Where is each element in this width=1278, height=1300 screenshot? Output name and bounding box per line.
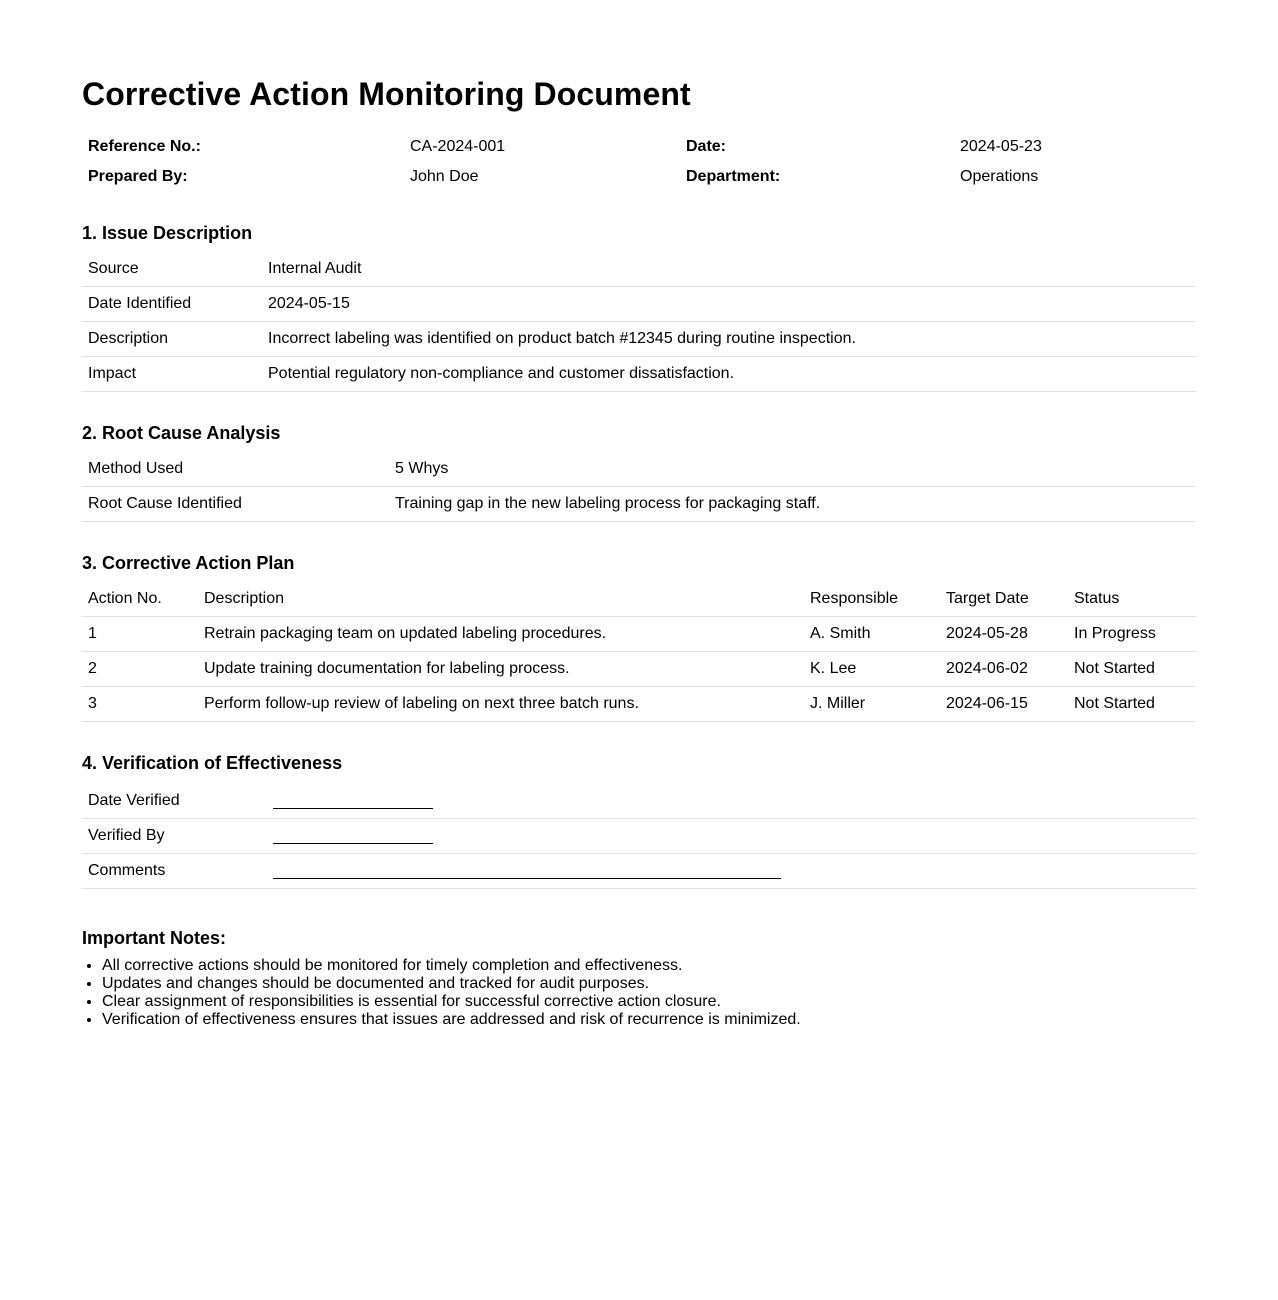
important-notes-section [82,927,1196,1029]
list-item: • Updates and changes should be documented and tracked for audit purposes. [102,975,1196,993]
row-label: Method Used [82,452,389,487]
row-value: 2024-05-15 [262,287,1196,322]
action-target-date: 2024-06-15 [940,687,1068,722]
action-no: 3 [82,687,198,722]
date-verified-label: Date Verified [82,784,267,819]
action-target-date: 2024-06-02 [940,652,1068,687]
date-verified-blank-line [273,792,433,809]
corrective-action-plan-table [82,582,1196,722]
verification-section [82,752,1196,889]
issue-description-section [82,222,1196,392]
row-label: Source [82,252,262,287]
important-notes-heading: Important Notes: [82,928,226,948]
issue-description-table [82,252,1196,392]
prepared-by-label: Prepared By: [88,168,188,185]
action-responsible: K. Lee [804,652,940,687]
verified-by-cell [267,819,1196,854]
table-row [82,252,1196,287]
column-header-responsible: Responsible [804,582,940,617]
corrective-action-plan-heading: 3. Corrective Action Plan [82,553,295,573]
action-no: 2 [82,652,198,687]
reference-value: CA-2024-001 [410,138,506,155]
row-label: Date Identified [82,287,262,322]
column-header-status: Status [1068,582,1196,617]
list-item: • Verification of effectiveness ensures that issues are addressed and risk of recurrence is minimized. [102,1011,1196,1029]
row-label: Root Cause Identified [82,487,389,522]
table-row [82,784,1196,819]
column-header-action-no: Action No. [82,582,198,617]
corrective-action-plan-section [82,552,1196,722]
verification-heading: 4. Verification of Effectiveness [82,753,343,773]
table-row [82,487,1196,522]
table-row [82,687,1196,722]
list-item: • Clear assignment of responsibilities is essential for successful corrective action closure. [102,993,1196,1011]
column-header-target-date: Target Date [940,582,1068,617]
row-label: Impact [82,357,262,392]
table-row [82,357,1196,392]
table-row [82,854,1196,889]
verification-table [82,784,1196,889]
list-item: • All corrective actions should be monitored for timely completion and effectiveness. [102,957,1196,975]
action-responsible: J. Miller [804,687,940,722]
document-meta [82,132,1196,192]
table-row [82,652,1196,687]
department-label: Department: [686,168,781,185]
row-label: Description [82,322,262,357]
date-verified-cell [267,784,1196,819]
important-notes-list [82,957,1196,1029]
row-value: Training gap in the new labeling process for packaging staff. [389,487,1196,522]
verified-by-blank-line [273,827,433,844]
action-description: Update training documentation for labeling process. [198,652,804,687]
comments-cell [267,854,1196,889]
meta-row [82,132,1196,162]
issue-description-heading: 1. Issue Description [82,223,253,243]
table-row [82,819,1196,854]
comments-blank-line [273,862,781,879]
action-description: Retrain packaging team on updated labeling procedures. [198,617,804,652]
document-title: Corrective Action Monitoring Document [82,76,691,112]
root-cause-section [82,422,1196,522]
table-row [82,322,1196,357]
meta-row [82,162,1196,192]
comments-label: Comments [82,854,267,889]
table-row [82,617,1196,652]
date-value: 2024-05-23 [960,138,1042,155]
reference-label: Reference No.: [88,138,201,155]
date-label: Date: [686,138,727,155]
action-no: 1 [82,617,198,652]
row-value: Internal Audit [262,252,1196,287]
action-status: Not Started [1068,652,1196,687]
row-value: Potential regulatory non-compliance and customer dissatisfaction. [262,357,1196,392]
row-value: 5 Whys [389,452,1196,487]
action-target-date: 2024-05-28 [940,617,1068,652]
department-value: Operations [960,168,1039,185]
table-row [82,452,1196,487]
verified-by-label: Verified By [82,819,267,854]
root-cause-table [82,452,1196,522]
action-status: In Progress [1068,617,1196,652]
action-description: Perform follow-up review of labeling on next three batch runs. [198,687,804,722]
column-header-description: Description [198,582,804,617]
action-status: Not Started [1068,687,1196,722]
table-row [82,287,1196,322]
table-header-row [82,582,1196,617]
row-value: Incorrect labeling was identified on product batch #12345 during routine inspection. [262,322,1196,357]
prepared-by-value: John Doe [410,168,479,185]
action-responsible: A. Smith [804,617,940,652]
root-cause-heading: 2. Root Cause Analysis [82,423,281,443]
